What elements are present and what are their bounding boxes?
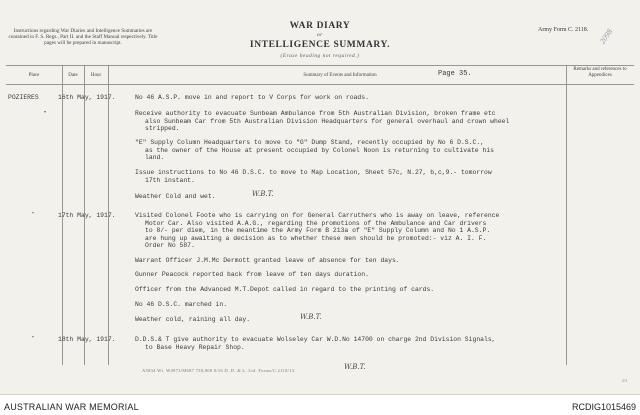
col-header-date: Date xyxy=(68,73,78,78)
pencil-folio-number: 2098 xyxy=(597,27,615,46)
entry-line: Weather cold, raining all day. xyxy=(135,316,251,323)
page-title: WAR DIARY xyxy=(289,21,351,31)
entry-line: land. xyxy=(145,154,165,162)
entry-text xyxy=(135,336,605,351)
corner-mark: 2/3 xyxy=(622,378,628,383)
entry-line: No 46 A.S.P. move in and report to V Corps for work on roads. xyxy=(135,94,369,101)
entry-text xyxy=(135,271,605,279)
entry-line: Gunner Peacock reported back from leave of ten days duration. xyxy=(135,271,369,278)
col-header-summary: Summary of Events and Information xyxy=(303,73,377,78)
page-title-secondary: INTELLIGENCE SUMMARY. xyxy=(249,40,391,50)
printer-imprint: A5834 Wt. W4973/M687 750,000 8/16 D. D. & L. Ltd. Forms/C.2118/13. xyxy=(142,368,296,373)
entry-line: No 46 D.S.C. marched in. xyxy=(135,301,228,308)
initials-signature: W.B.T. xyxy=(252,190,274,198)
page-number: Page 35. xyxy=(438,70,472,78)
entry-text xyxy=(135,94,605,102)
entry-line: Visited Colonel Foote who is carrying on for General Carruthers who is away on leave, reference xyxy=(135,212,500,219)
entry-text xyxy=(135,301,605,309)
entry-line: Receive authority to evacuate Sunbeam Ambulance from 5th Australian Division, broken frame etc xyxy=(135,110,496,117)
ditto-mark: " xyxy=(32,212,35,218)
entry-text xyxy=(135,169,605,184)
entry-line: Order No 587. xyxy=(145,242,195,250)
army-form-label: Army Form C. 2118. xyxy=(538,27,589,33)
initials-signature: W.B.T. xyxy=(300,313,322,321)
col-header-place: Place xyxy=(28,73,40,78)
entry-place: POZIERES xyxy=(8,94,39,101)
col-header-remarks: Remarks and references to Appendices xyxy=(573,67,627,78)
entry-line: Motor Car. Also visited A.A.G., regarding the promotions of the Ambulance and Car drivers xyxy=(145,219,487,227)
entry-line: Weather Cold and wet. xyxy=(135,193,216,200)
record-id: RCDIG1015469 xyxy=(571,402,636,412)
entry-line: Officer from the Advanced M.T.Depot called in regard to the printing of cards. xyxy=(135,286,435,293)
entry-text xyxy=(135,286,605,294)
entry-text xyxy=(135,212,605,250)
entry-line: as the owner of the House at present occupied by Colonel Noon is returning to cultivate his xyxy=(145,146,494,154)
entry-date: 17th May, 1917. xyxy=(58,212,116,219)
entry-line: are hung up awaiting a decision as to whether these men should be promoted:- viz A. I. F. xyxy=(145,234,487,242)
header-top-rule xyxy=(6,65,634,66)
entry-line: 17th instant. xyxy=(145,176,195,184)
entry-line: to Base Heavy Repair Shop. xyxy=(145,343,245,351)
entry-line: to 8/- per diem, in the meantime the Army Form B 213a of "E" Supply Column and No 1 A.S.P. xyxy=(145,227,491,235)
entry-line: Issue instructions to No 46 D.S.C. to move to Map Location, Sheet 57c, N.27, b,c,9.- tomorrow xyxy=(135,169,492,176)
entry-text xyxy=(135,316,605,324)
ditto-mark: • xyxy=(44,110,47,116)
col-header-hour: Hour xyxy=(90,73,102,78)
entry-text xyxy=(135,257,605,265)
entry-text xyxy=(135,110,605,133)
entry-line: "E" Supply Column Headquarters to move to "G" Dump Stand, recently occupied by No 6 D.S.C., xyxy=(135,139,484,146)
entry-text xyxy=(135,139,605,162)
entry-date: 16th May, 1917. xyxy=(58,94,116,101)
entry-line: D.D.S.& T give authority to evacuate Wolseley Car W.D.No 14700 on charge 2nd Division Signals, xyxy=(135,336,496,343)
header-bottom-rule xyxy=(6,84,634,85)
entry-text xyxy=(135,193,605,201)
title-or: or xyxy=(317,33,323,38)
ditto-mark: " xyxy=(32,336,35,342)
entry-line: stripped. xyxy=(145,125,180,133)
instructions-note: Instructions regarding War Diaries and Intelligence Summaries are contained in F. S. Regs., Part II. and the Staff Manual respectively. Title pages will be prepared in manuscript. xyxy=(8,28,158,46)
initials-signature: W.B.T. xyxy=(344,363,366,371)
entry-line: also Sunbeam Car from 5th Australian Division Headquarters for general overhaul and crown wheel xyxy=(145,117,510,125)
entry-line: Warrant Officer J.M.Mc Dermott granted leave of absence for ten days. xyxy=(135,257,400,264)
title-subtitle: (Erase heading not required.) xyxy=(280,53,360,59)
institution-credit: AUSTRALIAN WAR MEMORIAL xyxy=(4,402,139,412)
entry-date: 18th May, 1917. xyxy=(58,336,116,343)
